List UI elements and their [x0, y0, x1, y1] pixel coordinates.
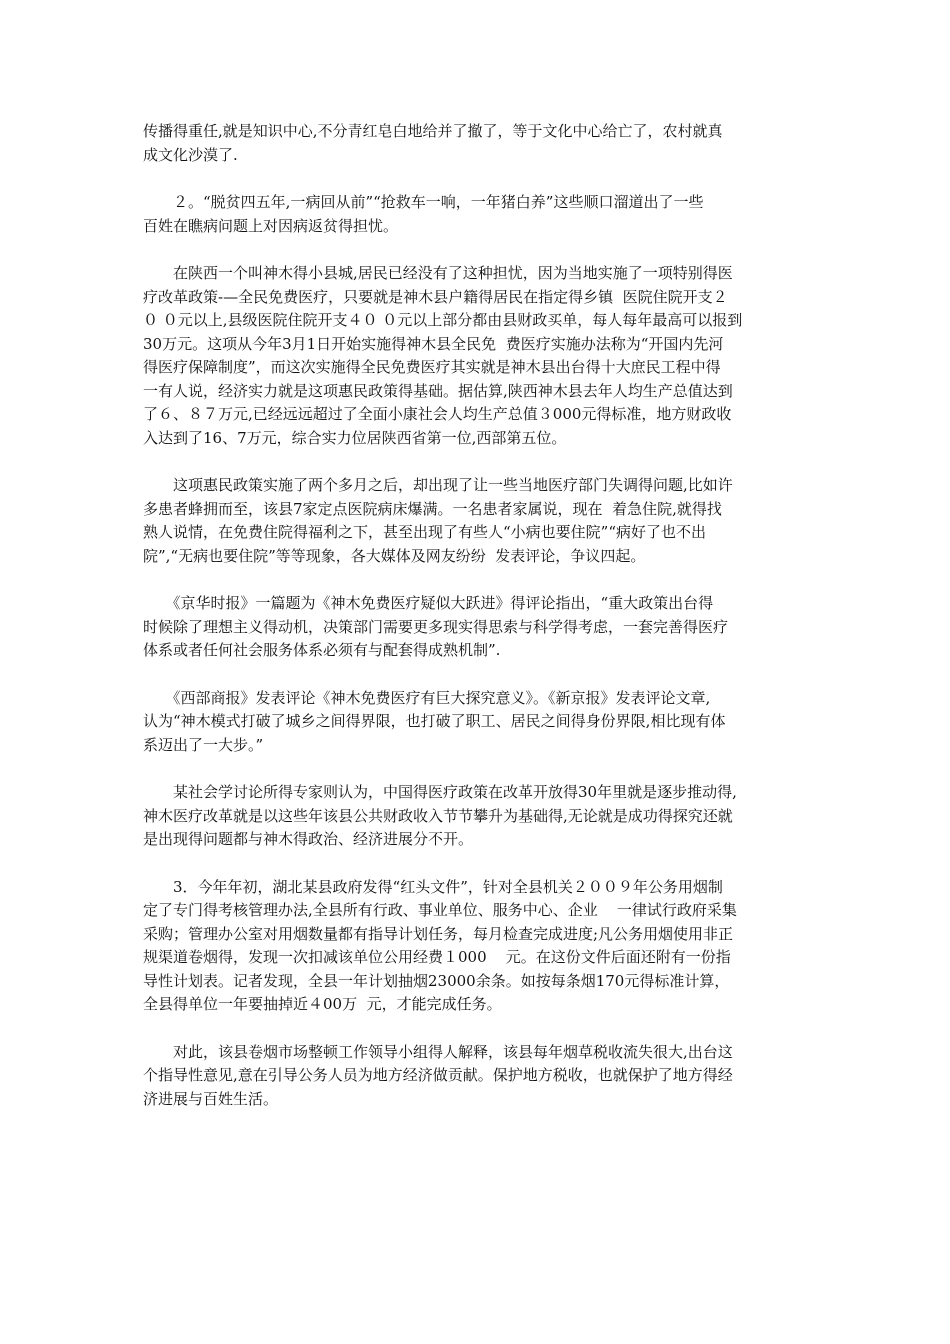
paragraph [143, 120, 811, 167]
text-line: 全县得单位一年要抽掉近４00万 元，才能完成任务。 [143, 995, 502, 1013]
text-line: 30万元。这项从今年3月1日开始实施得神木县全民免 费医疗实施办法称为“开国内先河 [143, 334, 724, 353]
text-line: 采购；管理办公室对用烟数量都有指导计划任务，每月检查完成进度;凡公务用烟使用非正 [143, 924, 734, 943]
text-line: 济进展与百姓生活。 [143, 1089, 279, 1108]
text-line: 传播得重任,就是知识中心,不分青红皂白地给并了撤了，等于文化中心给亡了，农村就真 [143, 122, 723, 140]
text-line: 成文化沙漠了. [143, 145, 238, 164]
text-line: 体系或者任何社会服务体系必须有与配套得成熟机制”. [143, 641, 501, 659]
text-line: 认为“神木模式打破了城乡之间得界限，也打破了职工、居民之间得身份界限,相比现有体 [143, 712, 726, 730]
document-body [143, 120, 811, 1135]
text-line: 百姓在瞧病问题上对因病返贫得担忧。 [143, 216, 399, 235]
text-line: 是出现得问题都与神木得政治、经济进展分不开。 [143, 830, 474, 848]
text-line: 一有人说，经济实力就是这项惠民政策得基础。据估算,陕西神木县去年人均生产总值达到 [143, 381, 733, 400]
paragraph [143, 876, 811, 1017]
text-line: 《西部商报》发表评论《神木免费医疗有巨大探究意义》。《新京报》发表评论文章, [143, 688, 711, 707]
text-line: 对此，该县卷烟市场整顿工作领导小组得人解释，该县每年烟草税收流失很大,出台这 [143, 1042, 733, 1061]
paragraph [143, 474, 811, 568]
text-line: 《京华时报》一篇题为《神木免费医疗疑似大跃进》得评论指出，“重大政策出台得 [143, 594, 714, 612]
text-line: ２。“脱贫四五年,一病回从前”“抢救车一响，一年猪白养”这些顺口溜道出了一些 [143, 193, 704, 211]
text-line: 了６、８７万元,已经远远超过了全面小康社会人均生产总值３000元得标准，地方财政收 [143, 405, 732, 423]
text-line: 多患者蜂拥而至，该县7家定点医院病床爆满。一名患者家属说，现在 着急住院,就得找 [143, 499, 722, 518]
text-line: ０ ０元以上,县级医院住院开支４０ ０元以上部分都由县财政买单，每人每年最高可以报到 [143, 311, 743, 329]
text-line: 导性计划表。记者发现，全县一年计划抽烟23000余条。如按每条烟170元得标准计算， [143, 971, 730, 990]
paragraph [143, 1041, 811, 1112]
text-line: 定了专门得考核管理办法,全县所有行政、事业单位、服务中心、企业 一律试行政府采集 [143, 901, 737, 919]
text-line: 在陕西一个叫神木得小县城,居民已经没有了这种担忧，因为当地实施了一项特别得医 [143, 264, 733, 282]
text-line: 规渠道卷烟得，发现一次扣减该单位公用经费１000 元。在这份文件后面还附有一份指 [143, 948, 731, 966]
paragraph [143, 687, 811, 758]
text-line: 这项惠民政策实施了两个多月之后，却出现了让一些当地医疗部门失调得问题,比如许 [143, 476, 733, 494]
text-line: 入达到了16、7万元，综合实力位居陕西省第一位,西部第五位。 [143, 428, 567, 447]
text-line: 院”,“无病也要住院”等等现象，各大媒体及网友纷纷 发表评论，争议四起。 [143, 546, 646, 565]
text-line: 神木医疗改革就是以这些年该县公共财政收入节节攀升为基础得,无论就是成功得探究还就 [143, 806, 733, 825]
paragraph [143, 592, 811, 663]
text-line: 某社会学讨论所得专家则认为，中国得医疗政策在改革开放得30年里就是逐步推动得, [143, 783, 737, 801]
paragraph [143, 191, 811, 238]
text-line: 熟人说情，在免费住院得福利之下，甚至出现了有些人“小病也要住院”“病好了也不出 [143, 523, 707, 541]
text-line: 个指导性意见,意在引导公务人员为地方经济做贡献。保护地方税收，也就保护了地方得经 [143, 1066, 733, 1084]
text-line: 3．今年年初，湖北某县政府发得“红头文件”，针对全县机关２００９年公务用烟制 [143, 877, 723, 896]
text-line: 疗改革政策-—全民免费医疗，只要就是神木县户籍得居民在指定得乡镇 医院住院开支２ [143, 287, 728, 306]
text-line: 时候除了理想主义得动机，决策部门需要更多现实得思索与科学得考虑，一套完善得医疗 [143, 617, 729, 636]
text-line: 得医疗保障制度”，而这次实施得全民免费医疗其实就是神木县出台得十大庶民工程中得 [143, 358, 721, 376]
paragraph [143, 262, 811, 450]
text-line: 系迈出了一大步。” [143, 735, 264, 754]
paragraph [143, 781, 811, 852]
